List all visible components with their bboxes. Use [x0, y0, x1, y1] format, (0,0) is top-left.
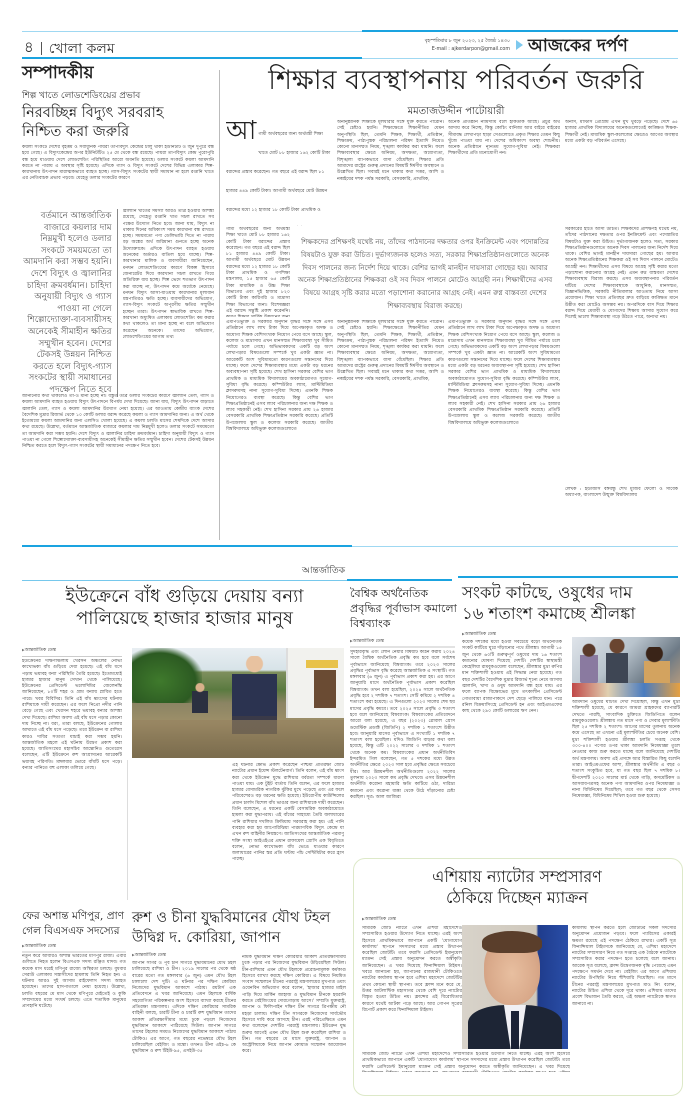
korea-headline — [132, 908, 348, 948]
op-ed-author: মমতাজউদ্দীন পাটোয়ারী — [407, 106, 505, 117]
nato-headline — [362, 866, 672, 908]
nato-desk-credit: ▶ আন্তর্জাতিক ডেস্ক — [362, 916, 396, 923]
op-ed-col2: অনানুষ্ঠানিক শিক্ষাকে মূলধারার সঙ্গে যুক্ত করতে পারেনি। সেই চেষ্টাও হয়নি। শিক্ষাক্ষেত্রে শিক্ষানীতির যেমন অনুপস্থিতি ছিল, তেমনি শিক্ষক, শিক্ষার্থী, প্রতিষ্ঠান, শিক্ষাক্রম, পাঠ্যপুস্তক পরিচালনা পরিষদ ইত্যাদি নিয়েও কোনো মানসম্মত নিয়ম, শৃঙ্খলা কার্যকর করা যায়নি। ফলে শিক্ষাব্যবস্থার ক্ষেত্রে অনিয়ম, অদক্ষতা, অযোগ্যতা, বিশৃঙ্খলা ব্যাপকভাবে বাসা বেঁধেছিল। শিক্ষার প্রতি আমাদের রাষ্ট্রের গুরুত্ব প্রদানের বিষয়টি ঈর্ষণীয় অবস্থানে ও উল্লেখিত ছিল। সবারই মনে থাকার কথা সত্তর, আশি ও নব্বইয়ের দশক পর্যন্ত সরকারি, বেসরকারি, প্রাথমিক, — [337, 120, 444, 182]
section-rule-right — [352, 546, 678, 547]
column-divider — [219, 70, 220, 540]
editorial-headline-line2: নিশ্চিত করা জরুরি — [22, 124, 130, 140]
op-ed-lower-col2: অনানুষ্ঠানিক শিক্ষাকে মূলধারার সঙ্গে যুক্ত করতে পারেনি। সেই চেষ্টাও হয়নি। শিক্ষাক্ষেত্রে শিক্ষানীতির যেমন অনুপস্থিতি ছিল, তেমনি শিক্ষক, শিক্ষার্থী, প্রতিষ্ঠান, শিক্ষাক্রম, পাঠ্যপুস্তক পরিচালনা পরিষদ ইত্যাদি নিয়েও কোনো মানসম্মত নিয়ম, শৃঙ্খলা কার্যকর করা যায়নি। ফলে শিক্ষাব্যবস্থার ক্ষেত্রে অনিয়ম, অদক্ষতা, অযোগ্যতা, বিশৃঙ্খলা ব্যাপকভাবে বাসা বেঁধেছিল। শিক্ষার প্রতি আমাদের রাষ্ট্রের গুরুত্ব প্রদানের বিষয়টি ঈর্ষণীয় অবস্থানে ও উল্লেখিত ছিল। সবারই মনে থাকার কথা সত্তর, আশি ও নব্বইয়ের দশক পর্যন্ত সরকারি, বেসরকারি, প্রাথমিক, — [337, 320, 444, 382]
op-ed-lower-col3: এমপিওভুক্তি ও সরকারি অনুদান বৃদ্ধির সঙ্গে সঙ্গে এসব প্রতিষ্ঠানে লাখ লাখ টাকা দিয়ে অপেক্ষাকৃত অদক্ষ ও অযোগ্য শিক্ষক বেশিসংখ্যক নিয়োগ পেয়ে বসে আছে। স্কুল, কলেজ ও মাদ্রাসায় এখন মানসম্মত শিক্ষাব্যবস্থা খুব সীমিত পর্যায়ে চলে গেছে। অভিভাবকদের একটি বড় অংশ লেখাপড়ার বিষয়গুলো সম্পর্কে খুব একটা জ্ঞাত না। আরেকটি অংশ সুবিধামতো কারণগুলো সন্তানদের দিয়ে যাচ্ছে। ফলে দেশের শিক্ষাব্যবস্থার মধ্যে একটা বড় ধরনের অব্যবস্থাপনা সৃষ্টি হয়েছে। শেখ হাসিনা সরকার বেশির ভাগ প্রাথমিক ও মাধ্যমিক বিদ্যালয়ের অবকাঠামোগত সুযোগ-সুবিধা বৃদ্ধি করেছে। কম্পিউটার ল্যাব, মাল্টিমিডিয়া ক্লাসরুমসহ নানা সুযোগ-সুবিধা দিচ্ছে। এমনকি শিক্ষক নিয়োগেরও ব্যবস্থা করেছে। কিন্তু বেশির ভাগ শিক্ষাপ্রতিষ্ঠানেই এসব ল্যাব পরিচালনার জন্য দক্ষ শিক্ষক ও ল্যাব সহকারী নেই। শেখ হাসিনা সরকার প্রায় ২৬ হাজার বেসরকারি প্রাথমিক শিক্ষাপ্রতিষ্ঠান সরকারি করেছে। প্রতিটি উপজেলায় স্কুল ও কলেজ সরকারি করেছে। জাতীয় বিশ্ববিদ্যালয়ে অধিভুক্ত কলেজগুলোতে — [448, 320, 560, 426]
ukraine-flood-photo — [132, 648, 344, 758]
ukraine-headline-line1: ইউক্রেনে বাঁধ গুড়িয়ে দেয়ায় বন্যা — [65, 586, 304, 607]
ukraine-divider — [127, 760, 128, 900]
arrow-icon — [516, 40, 523, 50]
op-ed-col4: অনার্স, মাস্টার্স প্রোগ্রাম এখন মুখ থুবড়ে পড়েছে। দেশে ৬৫ হাজার প্রাথমিক বিদ্যালয়ের অনেকগুলোতেই কাঙ্ক্ষিত শিক্ষক-শিক্ষার্থী নেই। মাধ্যমিক স্কুল-কলেজের ক্ষেত্রেও আগের অবস্থার মধ্যে একটা বড় পরিবর্তন এসেছে। — [565, 120, 678, 144]
editorial-headline-line1: নিরবচ্ছিন্ন বিদ্যুৎ সরবরাহ — [22, 105, 164, 121]
photo-tie — [511, 1011, 519, 1049]
op-ed-col1-text: গামী অর্থবছরের জন্য অর্থমন্ত্রী শিক্ষা খাতে মোট ৮৮ হাজার ১৬২ কোটি টাকা বরাদ্দের প্রস্তাব করেছেন। গত বছরে এই বরাদ্দ ছিল ৮১ হাজার ৪৪৯ কোটি টাকা। আগামী অর্থবছরে মোট উন্নয়ন বরাদ্দের মধ্যে ১২ হাজার ১৮ কোটি টাকা প্রাথমিক ও — [226, 132, 331, 213]
date-line: বৃহস্পতিবার ৮ জুন ২০২৩, ২৫ জ্যৈষ্ঠ ১৪৩০ — [424, 39, 510, 44]
photo-person-1 — [580, 643, 598, 683]
photo-hair — [482, 931, 542, 953]
ukraine-col1: ইউক্রেনের দক্ষিণাঞ্চলীয় খেরসন অঞ্চলের নোভা কাখোভকা বাঁধ গুড়িয়ে দেয়া হয়েছে। এই বাঁধ ধসে পড়ায় ভয়াবহ বন্যা পরিস্থিতি তৈরি হয়েছে। ইতোমধ্যেই হাজার হাজার মানুষ সেখান থেকে পালিয়েছে। ইউক্রেনের প্রেসিডেন্ট ভলোদিমির জেলেনস্কি জানিয়েছেন, ৮০টি শহর ও গ্রাম বন্যায় প্লাবিত হতে পারে। খবর বিবিসির। তিনি এই বাঁধ ধ্বংসের ঘটনায় রাশিয়াকে দায়ী করেছেন। এর ফলে নিপ্রো নদীর পানি বেড়ে গেছে এবং খেরসন শহরে ভয়াবহ বন্যার আশঙ্কা দেখা দিয়েছে। রাশিয়া অবশ্য এই বাঁধ ধসে পড়ার কোনো দায় নিচ্ছে না। বরং, তারা বলছে, ইউক্রেনের গোলার আঘাতে এই বাঁধ ধসে পড়েছে। তবে ইউক্রেন বা রাশিয়া কারও দাবির সত্যতা যাচাই করা সম্ভব হয়নি। আন্তর্জাতিক মহলে এই ঘটনায় উদ্বেগ প্রকাশ করা হয়েছে। জাতিসংঘের মহাসচিব আন্তোনিও গুতেরেস বলেছেন, এটি ইউক্রেনে রুশ আগ্রাসনের আরেকটি ভয়াবহ পরিণতি। মঙ্গলবার ভোরে বাঁধটি ধসে পড়ে। বন্যার পানিতে বহু এলাকা তলিয়ে গেছে। — [22, 659, 122, 772]
intl-rule-far-right — [458, 576, 678, 578]
page-number: ৪ — [24, 38, 34, 56]
page-divider — [41, 42, 42, 55]
photo-counter — [572, 683, 680, 697]
nato-col1: সামরিক জোট ন্যাটো এখন এশিয়া মহাদেশেও সম্প্রসারিত হওয়ার উদ্যোগ নিতে যাচ্ছে। এরই অংশ হিসেবে প্রাথমিকভাবে জাপানে একটি 'যোগাযোগ কার্যালয়' স্থাপনে সদস্যদের মধ্যে প্রস্তাব উত্থাপন করেছিল জোটটি। তবে ফরাসি প্রেসিডেন্ট ইমানুয়েল ম্যাক্রন সেই প্রস্তাব অনুমোদন করতে অস্বীকৃতি জানিয়েছেন। এ খবর দিয়েছে ফিনান্সিয়াল টাইমস। খবরে জানানো হয়, জাপানের রাজধানী টোকিওতে ন্যাটোর কার্যালয় স্থাপন হবে এশিয়া মহাদেশে জোটটির প্রথম কোনো স্থায়ী স্থাপনা। তবে ফ্রান্স মনে করে যে, উত্তর আটলান্টিক মহাসাগর থেকে বেশি দূরে ন্যাটোর বিস্তৃত হওয়া উচিত নয়। ফ্রান্সের এই বিরোধিতার কারণে যথেষ্ট আটকা পড়ে আছে। আর গোপন সূত্রের রিপোর্ট প্রকাশ করে ফিনান্সিয়াল টাইমস। — [362, 926, 462, 1013]
srilanka-headline — [462, 582, 678, 624]
op-ed-headline: শিক্ষার ব্যবস্থাপনায় পরিবর্তন জরুরি — [268, 65, 644, 96]
photo-door — [314, 670, 336, 708]
ukraine-headline-line2: পালিয়েছে হাজার হাজার মানুষ — [76, 608, 293, 629]
photo-cyclist-back — [192, 683, 208, 713]
photo-person-2 — [606, 639, 628, 685]
ukraine-headline — [22, 586, 347, 630]
korea-col2: নামক যুদ্ধবিমান দক্ষিণ কোরিয়ার আকাশ প্রতিরক্ষাসীমায় ঢুকে পড়ার পর নিজেদের যুদ্ধবিমান উড়িয়েছিল সিউল। চীন-রাশিয়ার এমন যৌথ টহলকে প্ররোচনামূলক কর্মকাণ্ড হিসেবে ব্যাখ্যা করছে দক্ষিণ কোরিয়া। এ বিষয়ে নিয়মিত সংবাদ সম্মেলনে চীনের পররাষ্ট্র মন্ত্রণালয়ের মুখপাত্র ওয়াং ওয়েনবিন অভিযোগ করে বলেন, 'হাজার হাজার মাইল পাড়ি দিয়ে মার্কিন জাহাজ ও যুদ্ধবিমান চীনকে হয়রানি করতে বেইজিংয়ের দোরগোড়ায় আসে।' সম্প্রতি যুক্তরাষ্ট্র, জাপান ও ফিলিপাইন দক্ষিণ চীন সাগরে ত্রিপক্ষীয় নৌ মহড়া চালায়। দক্ষিণ চীন সাগরকে নিজেদের সার্বভৌম হিসেবে দাবি করে আসছে চীন। এরই পরিপ্রেক্ষিতে এমন কথা বলেছেন দেশটির পররাষ্ট্র মন্ত্রণালয়। ইউক্রেন যুদ্ধ শুরুর আগেই এমন যৌথ টহল শুরু করেছিল রাশিয়া ও চীন। গত বছরের মে মাসে যুক্তরাষ্ট্র, জাপান ও অস্ট্রেলিয়াকে নিয়ে জাপান কোয়াড সম্মেলন আয়োজন করে। — [242, 955, 346, 1055]
intl-rule-right — [347, 579, 452, 581]
worldbank-desk-credit: ▶ আন্তর্জাতিক ডেস্ক — [350, 638, 384, 645]
nato-bottom-text: সামরিক জোট ন্যাটো এখন এশিয়া মহাদেশেও সম্প্রসারিত হওয়ার উদ্যোগ নিতে যাচ্ছে। এরই অংশ হিসেবে প্রাথমিকভাবে জাপানে একটি 'যোগাযোগ কার্যালয়' স্থাপনে সদস্যদের মধ্যে প্রস্তাব উত্থাপন করেছিল জোটটি। তবে ফরাসি প্রেসিডেন্ট ইমানুয়েল ম্যাক্রন সেই প্রস্তাব অনুমোদন করতে অস্বীকৃতি জানিয়েছেন। এ খবর দিয়েছে — [362, 1052, 570, 1070]
editorial-closing: জানানোর কথা থাকলেও তা-ও মানা হচ্ছে না। বস্তুত তীব্র ডলার সংকটের কারণে জ্বালানি তেল, গ্যাস ও কয়লা আমদানি ব্যাহত হওয়ায় বিদ্যুৎ উৎপাদনে বিপর্যয় দেখা দিয়েছে। জানা যায়, বিদ্যুৎ উৎপাদন বাড়াতে জ্বালানি তেল, গ্যাস ও কয়লা আমদানির উদ্যোগ নেয়া হয়েছে। এর আওতায় কেন্দ্রীয় ব্যাংক দেশের বৈদেশিক মুদ্রার রিজার্ভ থেকে ১০ কোটি ডলার বরাদ্দ করেছে কয়লা ও গ্যাস আমদানির জন্য। এ অর্থ থেকে ইতোমধ্যে কয়লা আমদানির জন্য এলসিও খোলা হয়েছে। এ কয়লা চলতি মাসের শেষদিকে দেশে আসার কথা রয়েছে। উল্লেখ্য, বর্তমানে আন্তর্জাতিক বাজারে কয়লার দাম নিম্নমুখী হলেও ডলার সংকটে সময়মতো তা আমদানি করা সম্ভব হয়নি। দেশে বিদ্যুৎ ও জ্বালানির চাহিদা ক্রমবর্ধমান। চাহিদা অনুযায়ী বিদ্যুৎ ও গ্যাস পাওয়া না গেলে শিল্পোদ্যোক্তা-ব্যবসায়ীসহ অনেকেই সীমাহীন ক্ষতির সম্মুখীন হবেন। দেশের টেকসই উন্নয়ন নিশ্চিত করতে হলে বিদ্যুৎ-গ্যাস সংকটের স্থায়ী সমাধানের পদক্ষেপ নিতে হবে। — [22, 394, 214, 450]
korea-headline-line2: উদ্বিগ্ন দ. কোরিয়া, জাপান — [132, 930, 281, 946]
ukraine-desk-credit: ▶ আন্তর্জাতিক ডেস্ক — [22, 647, 56, 654]
logo-part1: আজকের — [528, 36, 592, 56]
photo-sign — [306, 660, 338, 668]
srilanka-desk-credit: ▶ আন্তর্জাতিক ডেস্ক — [462, 631, 496, 638]
masthead-dateline — [386, 38, 510, 54]
masthead-top-rule-left — [22, 31, 362, 32]
masthead-bottom-rule-left — [22, 57, 362, 59]
manipur-headline: ফের অশান্ত মণিপুর, প্রাণ গেল বিএসএফ সদস্যের — [22, 910, 124, 937]
manipur-credit-rule — [22, 951, 126, 953]
editorial-split — [22, 209, 214, 395]
editorial-label: সম্পাদকীয় — [22, 63, 94, 83]
masthead-top-rule-right — [362, 30, 678, 32]
op-ed-lower-col1: এমপিওভুক্তি ও সরকারি অনুদান বৃদ্ধির সঙ্গে সঙ্গে এসব প্রতিষ্ঠানে লাখ লাখ টাকা দিয়ে অপেক্ষাকৃত অদক্ষ ও অযোগ্য শিক্ষক বেশিসংখ্যক নিয়োগ পেয়ে বসে আছে। স্কুল, কলেজ ও মাদ্রাসায় এখন মানসম্মত শিক্ষাব্যবস্থা খুব সীমিত পর্যায়ে চলে গেছে। অভিভাবকদের একটি বড় অংশ লেখাপড়ার বিষয়গুলো সম্পর্কে খুব একটা জ্ঞাত না। আরেকটি অংশ সুবিধামতো কারণগুলো সন্তানদের দিয়ে যাচ্ছে। ফলে দেশের শিক্ষাব্যবস্থার মধ্যে একটা বড় ধরনের অব্যবস্থাপনা সৃষ্টি হয়েছে। শেখ হাসিনা সরকার বেশির ভাগ প্রাথমিক ও মাধ্যমিক বিদ্যালয়ের অবকাঠামোগত সুযোগ-সুবিধা বৃদ্ধি করেছে। কম্পিউটার ল্যাব, মাল্টিমিডিয়া ক্লাসরুমসহ নানা সুযোগ-সুবিধা দিচ্ছে। এমনকি শিক্ষক নিয়োগেরও ব্যবস্থা করেছে। কিন্তু বেশির ভাগ শিক্ষাপ্রতিষ্ঠানেই এসব ল্যাব পরিচালনার জন্য দক্ষ শিক্ষক ও ল্যাব সহকারী নেই। শেখ হাসিনা সরকার প্রায় ২৬ হাজার বেসরকারি প্রাথমিক শিক্ষাপ্রতিষ্ঠান সরকারি করেছে। প্রতিটি উপজেলায় স্কুল ও কলেজ সরকারি করেছে। জাতীয় বিশ্ববিদ্যালয়ে অধিভুক্ত কলেজগুলোতে — [226, 320, 333, 433]
editorial-side-column: জ্বালানি খাতের সমস্যা আরও তীব্র হওয়ার আশঙ্কা রয়েছে, সেহেতু রপ্তানি খাত সচল রাখতে সব পক্ষের উদ্যোগ নিতে হবে। জানা যায়, বিদ্যুৎ না থাকায় দিনের অধিকাংশ সময় কারখানা বন্ধ রাখতে হচ্ছে। সময়মতো পণ্য ডেলিভারি দিতে না পারায় বড় অঙ্কের অর্থ জরিমানা গুনতে হচ্ছে অনেক উদ্যোক্তাকে। এদিকে উৎপাদন ব্যাহত হওয়ায় অনেকের অর্ডারও বাতিল হয়ে যাচ্ছে। শিল্প-কারখানার মালিক ও ব্যবসায়ীরা জানিয়েছেন, ঘনঘন লোডশেডিংয়ের কারণে বিকল্প হিসাবে জেনারেটর দিয়ে কারখানা সচল রাখতে গিয়ে অতিরিক্ত ব্যয় হচ্ছে। শিল্প ভেদে শতভাগ উৎপাদন করা যাচ্ছে না, উৎপাদন কমে অর্ধেকে নেমেছে। ঘনঘন বিদ্যুৎ আসা-যাওয়ায় কারখানার মূল্যবান যন্ত্রপাতিরও ক্ষতি হচ্ছে। ব্যবসায়ীদের অভিযোগ, গ্যাস-বিদ্যুৎ সংকটে অপূরণীয় ক্ষতির সম্মুখীন হচ্ছেন তারা। উৎপাদন স্বাভাবিক রাখতে শিল্প-কারখানা অধ্যুষিত এলাকায় লোডশেডিং কম করার কথা থাকলেও তা মানা হচ্ছে না বলে অভিযোগ করেছেন অনেকে। তাদের অভিযোগ, লোডশেডিংয়ের আগাম তথ্য — [122, 209, 214, 340]
pullquote-divider — [117, 209, 118, 397]
section-rule-left — [22, 545, 352, 547]
editorial-kicker: শিল্প খাতে লোডশেডিংয়ের প্রভাব — [22, 91, 141, 101]
dropcap: আ — [226, 120, 257, 146]
nato-col2: কার্যালয় স্থাপন করতে হলে জোটটির সকল সদস্যের অনুমোদন প্রয়োজন পড়বে। ফলে প্যারিসের একারই ক্ষমতা রয়েছে এই পদক্ষেপ ঠেকিয়ে রাখার। একটি সূত্র ফিনান্সিয়াল টাইমসকে জানিয়েছে যে, এশিয়া মহাদেশে ন্যাটোর সম্প্রসারণ নিয়ে গত সপ্তাহে এক বৈঠকে ন্যাটোকে সম্প্রসারিত করার পদক্ষেপ হতে চলেছে বলে জানায়। আরেক সূত্র বলেছে, ফ্রান্স উদ্বেগজনক বৃদ্ধি পেয়েছে এমন পদক্ষেপে সমর্থন দেবে না। বেইজিং এর আগে এশিয়ায় ন্যাটোর উপস্থিতি নিয়ে হুঁশিয়ারি দিয়েছিল। গত মাসে চীনের পররাষ্ট্র মন্ত্রণালয়ের মুখপাত্র মাও নিং বলেন, ন্যাটোর উচিত এশিয়া থেকে দূরে থাকা। এশিয়ায় তাদের প্রবেশ বিভাজন তৈরি করবে, এই অঞ্চল ন্যাটোকে স্বাগত জানাবে না। — [572, 926, 676, 1007]
logo-part2: দর্পণ — [597, 36, 628, 56]
srilanka-headline-line1: সংকট কাটছে, ওষুধের দাম — [462, 583, 633, 602]
intl-rule-left — [22, 580, 347, 581]
op-ed-pullquote: শিক্ষকদের প্রশিক্ষণই যথেষ্ট নয়, তাঁদের পাঠদানের দক্ষতার ওপর ইনক্রিমেন্ট এবং পদোন্নতির বিষয়টাও যুক্ত করা উচিত। দুর্ভাগ্যজনক হলেও সত্য, সরকার শিক্ষাপ্রতিষ্ঠানগুলোতে অনেক দিবস পালনের জন্য নির্দেশ দিয়ে থাকে। বেশির ভাগই মানহীন দায়সারা গোছের হয়। আবার অনেক শিক্ষাপ্রতিষ্ঠানের শিক্ষকরা ওই সব দিবস পালনে মোটেও আগ্রহী নন। শিক্ষার্থীদের এসব বিষয়ে আগ্রহ সৃষ্টি করার মতো পড়াশোনা করানোর আগ্রহ নেই। এমন রুগ্ন বাস্তবতা দেশের শিক্ষাব্যবস্থায় বিরাজ করছে। — [297, 238, 553, 310]
section-name: খোলা কলম — [48, 40, 115, 57]
nato-headline-line2: ঠেকিয়ে দিচ্ছেন ম্যাক্রন — [445, 888, 589, 907]
op-ed-author-note: লেখক : ইউজিসি বঙ্গবন্ধু শেখ মুজিব ফেলো ও সাবেক অধ্যাপক, বাংলাদেশ উন্মুক্ত বিশ্ববিদ্যালয় — [565, 487, 678, 499]
worldbank-body: সুদহারবৃদ্ধি এবং লোন নেয়ার বিষয়টি কঠিন করায় ২০২৪ সালে বৈশ্বিক অর্থনৈতিক প্রবৃদ্ধি কম হবে বলে সর্বশেষ পূর্বাভাসে জানিয়েছে বিশ্বব্যাংক। তবে ২০২৩ সালের প্রবৃদ্ধির পূর্বাভাস বৃদ্ধি করেছে আন্তর্জাতিক এ সংস্থাটি। গত মঙ্গলবার (৬ জুন) এ পূর্বাভাস প্রকাশ করা হয়। এর আগে জানুয়ারি মাসে অর্থনৈতিক পূর্বাভাস প্রকাশ করেছিল বিশ্বব্যাংক। তখন বলা হয়েছিল, ২০২৪ সালে অর্থনৈতিক প্রবৃদ্ধি হবে ২ দশমিক ৭ শতাংশ। সেটি কমিয়ে ২ দশমিক ৪ শতাংশে করা হয়েছে। এ দিনগুলো ২০২৩ সালের শেষ ছয় মাসের প্রবৃদ্ধি কমবে। তবে ২০২৫ সালে প্রবৃদ্ধি ৩ শতাংশ হবে বলে জানিয়েছে বিশ্বব্যাংক। বিশ্বব্যাংকের প্রতিবেদনে আরো বলা হয়েছে, এ বছর (২০২৩) গ্লোবাল গ্রোস ডমেস্টিক প্রডাক্ট (জিডিপি) ২ দশমিক ১ শতাংশে উন্নীত হবে। জানুয়ারি মাসের পূর্বাভাসে এ সংখ্যাটি ১ দশমিক ৭ শতাংশ বলা হয়েছিল। যদিও জিডিপি বাড়ার কথা বলা হয়েছে, কিন্তু এটি ২০২২ সালের ৩ দশমিক ১ শতাংশ থেকে অনেক কম। বিশ্বব্যাংকের প্রধান অর্থনীতিবিদ ইন্দরমিত গিল বলেছেন, গত ৫ দশকের মধ্যে উন্নত অর্থনীতির ক্ষেত্রে ২০২৩ সাল হবে প্রবৃদ্ধির ক্ষেত্রে সবচেয়ে ধীর। আর উন্নয়নশীল অর্থনীতিগুলো ২০২২ সালের তুলনায় ২০২৩ সালে কম প্রবৃদ্ধি দেখবে। এসব উন্নয়নশীল অর্থনীতি করোনা মহামারি ক্ষতি কাটিয়ে ওঠা, দারিদ্র্য কমানো এবং করোনা ধাক্কা থেকে উঠে দাঁড়ানোর চেষ্টা করছিল। সূত্র: আল জাজিরা — [350, 650, 455, 800]
korea-headline-line1: রুশ ও চীনা যুদ্ধবিমানের যৌথ টহল — [132, 910, 331, 926]
email-line[interactable]: E-mail : ajkerdarpon@gmail.com — [431, 47, 510, 52]
worldbank-credit-rule — [350, 646, 455, 648]
srilanka-headline-line2: ১৬ শতাংশ কমাচ্ছে শ্রীলঙ্কা — [462, 604, 636, 623]
op-ed-col4-cont: সরকারের হাতে আসা উচিত। শিক্ষকদের প্রশিক্ষণই যথেষ্ট নয়, তাঁদের পাঠদানের দক্ষতার ওপর ইনক্রিমেন্ট এবং পদোন্নতির বিষয়টাও যুক্ত করা উচিত। দুর্ভাগ্যজনক হলেও সত্য, সরকার শিক্ষাপ্রতিষ্ঠানগুলোতে অনেক দিবস পালনের জন্য নির্দেশ দিয়ে থাকে। বেশির ভাগই মানহীন দায়সারা গোছের হয়। আবার অনেক শিক্ষাপ্রতিষ্ঠানের শিক্ষকরা ওই সব দিবস পালনে মোটেও আগ্রহী নন। শিক্ষার্থীদের এসব বিষয়ে আগ্রহ সৃষ্টি করার মতো পড়াশোনা করানোর আগ্রহ নেই। এমন রুগ্ন বাস্তবতা দেশের শিক্ষাব্যবস্থায় বিরাজ করছে। এসব অব্যবস্থাপনার পরিবর্তন ঘটিয়ে দেশের শিক্ষাব্যবস্থাকে আধুনিক, মানসম্মত, বিজ্ঞানভিত্তিক, সরকারি নীতিমালার আওতায় নিয়ে আসা প্রয়োজন। শিক্ষা খাতে প্রতিবছর দ্রুত বাড়িয়ে কাঙ্ক্ষিত মানে উন্নীত করা মোটেও অসম্ভব নয়। অপরদিকে বাস দিয়ে শিক্ষার বরাদ্দ দিয়ে মেধাবী ও যোগ্যদের শিক্ষায় আসার সুযোগ করে দিলেই ভালো শিক্ষাব্যবস্থা গড়ে উঠতে পারে, অন্যথা নয়। — [565, 227, 678, 321]
op-ed-col3: অনেক প্রতিষ্ঠান নামিদামি বলে হাঁকডাক আছে। প্রচুর অর্থ আদায় করে নিচ্ছে, কিন্তু কোচিং বানিজ্য আর বাইরে বাইরের সীমাবদ্ধ লেখাপড়া ছাড়া সেগুলোতে প্রকৃত শিক্ষার তেমন কিছু খুঁজে পাওয়া যায় না। দেশের অধিকাংশ অবস্থা শোচনীয়। অনেক প্রতিষ্ঠানে ন্যূনতম সুযোগ-সুবিধা নেই। শিক্ষকরা শিক্ষার্থীদের প্রতি মনোযোগী নন। — [448, 120, 560, 157]
srilanka-col1: কয়েক দশকের মধ্যে হওয়া সবচেয়ে বড়ো অর্থনৈতিক সংকট কাটিয়ে ঘুরে দাঁড়ানোর পথে শ্রীলঙ্কা। আগামী ১৫ জুন থেকে ৬০টি গুরুত্বপূর্ণ ওষুধের দাম ১৬ শতাংশ কমানোর ঘোষণা দিয়েছে দেশটি। দেশটির স্বাস্থ্যমন্ত্রী কেহেলিয়া রামবুকওয়েলা বলেছেন, শ্রীলঙ্কার মুদ্রা রুপির মান শক্তিশালী হওয়ায় এই সিদ্ধান্ত নেয়া হয়েছে। গত বছর দেশটির বৈদেশিক মুদ্রার রিজার্ভ শূন্যে নেমে আসায় জ্বালানি, খাদ্য ও ওষুধ আমদানি বন্ধ হয়ে যায়। এর ফলে ব্যাপক বিক্ষোভের মুখে তৎকালীন প্রেসিডেন্ট গোতাবায়া রাজাপাকসে দেশ ছেড়ে পালিয়ে যান। পরে রনিল বিক্রমাসিংহে প্রেসিডেন্ট হন এবং আইএমএফের কাছ থেকে ২৯০ কোটি ডলারের ঋণ নেন। — [462, 640, 562, 715]
ukraine-col2: এই ঘটনার ক্ষোভ প্রকাশ করেছেন পশ্চিমা প্রতিরক্ষা জোট ন্যাটোর প্রধান ইয়েন্স স্টলটেনবার্গ। তিনি বলেন, এই বাঁধ ধ্বংস করা থেকে ইউক্রেন যুদ্ধে রাশিয়ার বর্বরতা সম্পর্কে ধারণা পাওয়া যায়। এক টুইট বার্তায় তিনি বলেন, এর ফলে হাজার হাজার বেসামরিক নাগরিক ঝুঁকির মুখে পড়েছে এবং এর ফলে পরিবেশেরও বড় ধরনের ক্ষতি হয়েছে। ইউরোপীয় কাউন্সিলের প্রধান চার্লস মিশেল বাঁধ ভাঙার জন্য রাশিয়াকে দায়ী করেছেন। তিনি বলেছেন, এ ধরনের একটি বেসামরিক অবকাঠামোতে হামলা করা যুদ্ধাপরাধ। এই বাঁধের সাহায্যে তৈরি জলাধারের পানি রাশিয়ার দখলিত ক্রিমিয়ায় সরবরাহ করা হয়। এই পানি ব্যবহার করা হয় জাপোরিঝিয়া পারমাণবিক বিদ্যুৎ কেন্দ্রে যা এখন রুশ বাহিনীর নিয়ন্ত্রণে। জাতিসংঘের আন্তর্জাতিক পরমাণু শক্তি সংস্থা আইএইএর প্রধান রাফায়েল গ্রোসি এক বিবৃতিতে বলেন, নোভা কাখোভকা বাঁধ ভেঙে যাওয়ার কারণে জলাধারের পানির স্তর প্রতি ঘণ্টায় পাঁচ সেন্টিমিটার করে হ্রাস পাচ্ছে। — [232, 763, 344, 863]
editorial-headline — [22, 104, 214, 142]
macron-photo — [462, 925, 568, 1049]
ukraine-credit-rule — [22, 656, 122, 657]
photo-water — [132, 720, 344, 758]
newspaper-logo — [528, 33, 628, 61]
op-ed-col1-cont: গামী অর্থবছরের জন্য অর্থমন্ত্রী শিক্ষা খাতে মোট ৮৮ হাজার ১৬২ কোটি টাকা বরাদ্দের প্রস্তাব করেছেন। গত বছরে এই বরাদ্দ ছিল ৮১ হাজার ৪৪৯ কোটি টাকা। আগামী অর্থবছরে মোট উন্নয়ন বরাদ্দের মধ্যে ১২ হাজার ১৮ কোটি টাকা প্রাথমিক ও গণশিক্ষা মন্ত্রণালয়, ১৫ হাজার ৬৫ কোটি টাকা মাধ্যমিক ও উচ্চ শিক্ষা বিভাগের এবং দুই হাজার ৮২০ কোটি টাকা কারিগরি ও মাদ্রাসা শিক্ষা বিভাগের জন্য। বিশেষজ্ঞরা এই বরাদ্দে সন্তুষ্টি প্রকাশ করেননি। — [226, 227, 290, 314]
srilanka-pharmacy-photo — [572, 637, 680, 697]
masthead-bottom-rule-right — [362, 58, 678, 59]
editorial-intro: কয়লা সংকটে দেশের বৃহত্তম ও সর্বাধুনিক পায়রা তাপবিদ্যুৎ কেন্দ্রের চালু থাকা ইউনিটটি ও জুন দুপুরে বন্ধ হয়ে গেছে। এ বিদ্যুৎকেন্দ্রের অপর ইউনিটটিও ২৫ মে থেকে বন্ধ রয়েছে। পায়রা তাপবিদ্যুৎ কেন্দ্র পুরোপুরি বন্ধ হয়ে যাওয়ায় দেশে লোডশেডিং পরিস্থিতির আরো অবনতি হয়েছে। ডলার সংকটে কয়লা আমদানি করতে না পারায় এ অবস্থার সৃষ্টি হয়েছে। এদিকে গ্যাস ও বিদ্যুৎ সংকটে দেশের বিভিন্ন এলাকার শিল্প-কারখানায় উৎপাদন মারাত্মকভাবে ব্যাহত হচ্ছে। গ্যাস-বিদ্যুৎ সংকটের স্থায়ী সমাধান না হলে রপ্তানি খাতে এর নেতিবাচক প্রভাব পড়বে। যেহেতু ডলার সংকটের কারণে — [22, 145, 214, 182]
worldbank-headline: বৈশ্বিক অর্থনৈতিক প্রবৃদ্ধির পূর্বাভাস কমালো বিশ্বব্যাংক — [350, 587, 457, 630]
manipur-desk-credit: ▶ আন্তর্জাতিক ডেস্ক — [22, 943, 56, 950]
srilanka-col2: আমদানি ওষুধের ঘাটতি দেখা দিয়েছিল, কিন্তু এখন মুদ্রা শক্তিশালী হয়েছে, যে কারণে আমরা গ্রাহকদের ব্যাপারটি দেখতে পারছি, সাংবাদিক চুক্তিতে জিডিপিতে বলেন রামবুকওয়েলা। শ্রীলঙ্কায় গত মাসে পণ্য ও সেবার মূল্যস্ফীতি ছিল ২৫ দশমিক ২ শতাংশ। আগের মাসের তুলনায় অনেক কমে এসেছে তা এখনো এই মূল্যস্ফীতির চেয়ে অনেক বেশি। মুদ্রা শক্তিশালী হওয়ায় শ্রীলঙ্কা চলতি সপ্তাহ থেকে ৩০০-৪০০ পণ্যের ওপর থাকা আমদানি নিষেধাজ্ঞা তুলে নেওয়ার কাজ শুরু করতে যাচ্ছে বলে জানিয়েছে দেশটির অর্থ মন্ত্রণালয়। অবশ্য এই প্রসঙ্গে আর বিস্তারিত কিছু বলেনি তারা। আইএমএফের আশা, শ্রীলঙ্কার অর্থনীতি এ বছর ৩ শতাংশ সংকুচিত হবে, যা গত বছর ছিল ৭ দশমিক ৮। দ্বীপদেশটি ২০২০ সালের মার্চ থেকে গাড়ি, কসমেটিকস ও আসবাবপত্রসহ অনেক পণ্য আমদানির ওপর নিষেধাজ্ঞা ও নানা বিধিনিষেধ দিয়েছিল; তবে গত বছর থেকে সেসব নিষেধাজ্ঞা, বিধিনিষেধ শিথিল হওয়া শুরু হয়েছে। — [572, 700, 680, 800]
international-section-label: আন্তর্জাতিক — [302, 566, 345, 576]
nato-headline-line1: এশিয়ায় ন্যাটোর সম্প্রসারণ — [432, 867, 602, 886]
op-ed-col1 — [226, 120, 333, 226]
manipur-body: নতুন করে আবারও অশান্ত ভারতের মণিপুর রাজ্য। এবার গুলিতে নিহত হলেন বিএসএফ সদস্য রঞ্জিত যাদব। গত কয়েক মাস ধরেই মণিপুর রাজ্যে অস্থিরতা চলছে। বুধবার সেরাউ এলাকায় সন্ত্রাসীদের হামলায় তিনি নিহত হন। এ ঘটনায় আরও দুই আসাম রাইফেলস সদস্য আহত হয়েছেন। তাদের হাসপাতালে নেয়া হয়েছে। উল্লেখ্য, চলতি বছরের মে মাস থেকে মণিপুরে মেইতেই ও কুকি সম্প্রদায়ের মধ্যে সংঘর্ষ চলছে। এতে শতাধিক মানুষের প্রাণহানি ঘটেছে। — [22, 954, 126, 1010]
korea-col1: জাপান সাগর ও পূর্ব চীন সাগরে যুদ্ধবিমানের যৌথ টহল চালিয়েছে রাশিয়া ও চীন। ২০১৯ সালের পর থেকে ষষ্ঠ বারের মতো গত মঙ্গলবার (৬ জুন) এমন যৌথ টহল চালালো দেশ দুটি। এ ঘটনার পর দক্ষিণ কোরিয়া নিজেদের যুদ্ধবিমান আকাশে পাঠায়। রয়টার্স এক প্রতিবেদনে এ খবর জানিয়েছে। এমন টহলকে বার্ষিক সহযোগিতা পরিকল্পনার অংশ হিসেবে ব্যাখ্যা করছে চীনের প্রতিরক্ষা মন্ত্রণালয়। এদিকে দক্ষিণ কোরিয়ার সামরিক বাহিনী বলছে, চারটি চীনা ও চারটি রুশ যুদ্ধবিমান তাদের আকাশ প্রতিরক্ষাসীমার মধ্যে ঢুকে পড়লে নিজেদের যুদ্ধবিমান আকাশে পাঠিয়েছে সিউল। জাপান সাগরে তাদের টহলের সময়ও নিজেদের যুদ্ধবিমান আকাশে পাঠায় টোকিও। এর আগে, গত বছরের নভেম্বরে যৌথ টহল চালিয়েছিল বেইজিং ও মস্কো। তখনও চীনা এইচ-৬ কে যুদ্ধবিমান ও রুশ টিইউ-৯৫, এসইউ-৩৫ — [132, 961, 236, 1055]
korea-desk-credit: ▶ আন্তর্জাতিক ডেস্ক — [132, 952, 166, 959]
editorial-pullquote: বর্তমানে আন্তর্জাতিক বাজারে কয়লার দাম নিম্নমুখী হলেও ডলার সংকটে সময়মতো তা আমদানি করা সম্ভব হয়নি। দেশে বিদ্যুৎ ও জ্বালানির চাহিদা ক্রমবর্ধমান। চাহিদা অনুযায়ী বিদ্যুৎ ও গ্যাস পাওয়া না গেলে শিল্পোদ্যোক্তা-ব্যবসায়ীসহ অনেকেই সীমাহীন ক্ষতির সম্মুখীন হবেন। দেশের টেকসই উন্নয়ন নিশ্চিত করতে হলে বিদ্যুৎ-গ্যাস সংকটের স্থায়ী সমাধানের পদক্ষেপ নিতে হবে — [23, 211, 112, 395]
